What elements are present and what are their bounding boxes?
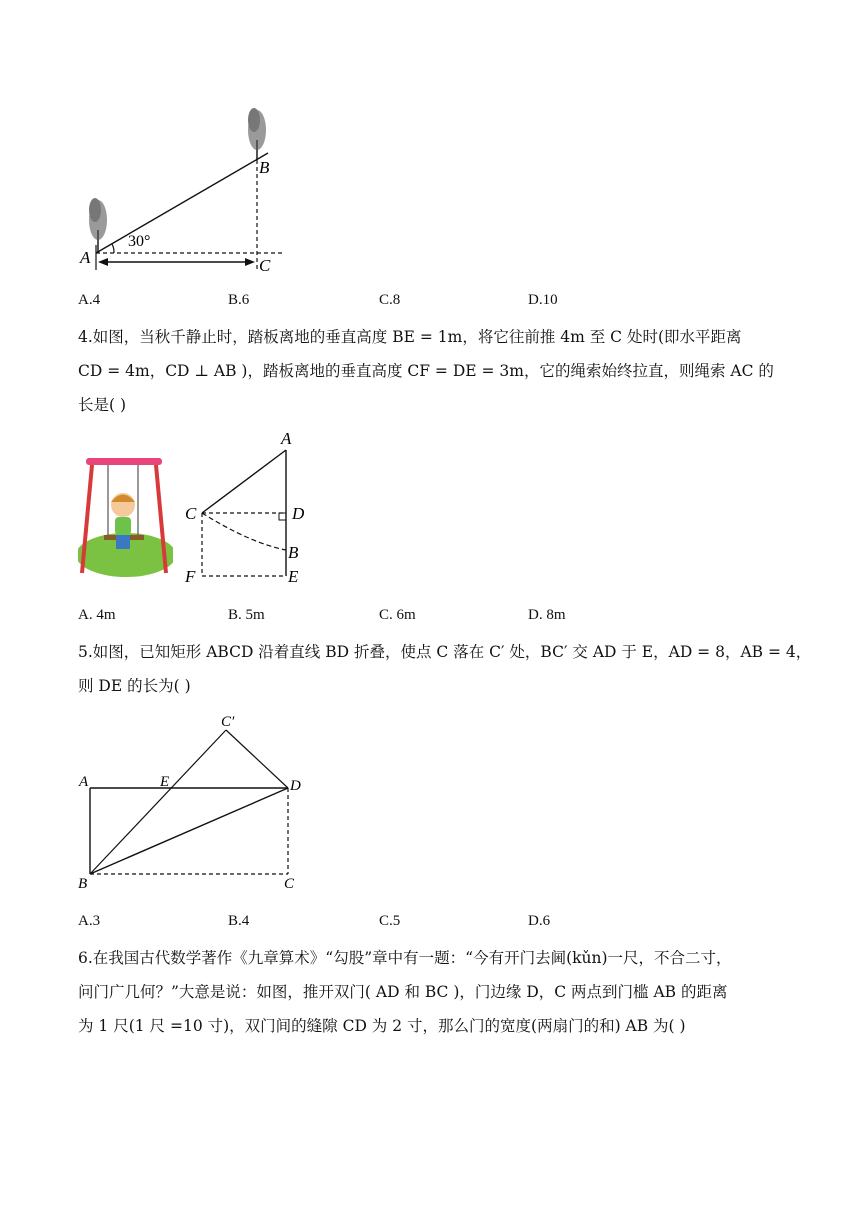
q5-label-b: B (78, 876, 88, 892)
q3-figure (70, 105, 290, 275)
q5-line-2: 则 DE 的长为( ) (78, 677, 191, 695)
q3-option-b: B.6 (228, 292, 250, 308)
q6-line-2: 问门广几何？”大意是说：如图，推开双门( AD 和 BC )，门边缘 D，C 两点到门槛 AB 的距离 (78, 983, 728, 1001)
q3-label-a: A (80, 248, 91, 267)
q4-label-f: F (185, 567, 196, 586)
q5-option-d: D.6 (528, 913, 551, 929)
q5-label-c: C (284, 876, 295, 892)
q4-label-d: D (292, 504, 305, 523)
q6-line-3: 为 1 尺(1 尺 =10 寸)，双门间的缝隙 CD 为 2 寸，那么门的宽度(两扇门的和) AB 为( ) (78, 1017, 686, 1035)
q6-stem (78, 941, 790, 1043)
q3-option-d: D.10 (528, 292, 558, 308)
q4-stem (78, 320, 790, 422)
q6-line-1: 6.在我国古代数学著作《九章算术》“勾股”章中有一题：“今有开门去阃(kǔn)一尺，不合二寸， (78, 949, 732, 967)
swing-illustration (78, 455, 173, 580)
q4-label-b: B (288, 543, 299, 562)
q5-line-1: 5.如图，已知矩形 ABCD 沿着直线 BD 折叠，使点 C 落在 C′ 处，BC′ 交 AD 于 E，AD = 8，AB = 4， (78, 643, 812, 661)
q4-figure (180, 428, 310, 588)
tree-b-icon (248, 108, 266, 160)
q3-label-b: B (259, 158, 270, 177)
q4-line-3: 长是( ) (78, 396, 127, 414)
q5-stem (78, 635, 812, 703)
tree-a-icon (89, 198, 107, 253)
q5-label-c-prime: C′ (221, 714, 235, 730)
q4-line-2: CD = 4m，CD ⊥ AB )，踏板离地的垂直高度 CF = DE = 3m，它的绳索始终拉直，则绳索 AC 的 (78, 362, 774, 380)
q4-option-c: C. 6m (379, 607, 416, 623)
q4-option-d: D. 8m (528, 607, 566, 623)
q5-label-d: D (290, 778, 301, 794)
q5-label-e: E (160, 774, 170, 790)
q4-option-b: B. 5m (228, 607, 265, 623)
q3-option-c: C.8 (379, 292, 401, 308)
q3-angle-label: 30° (128, 233, 151, 250)
q4-label-e: E (288, 567, 299, 586)
q5-option-a: A.3 (78, 913, 101, 929)
q3-label-c: C (259, 256, 271, 275)
q5-figure (70, 708, 320, 898)
q3-option-a: A.4 (78, 292, 101, 308)
q5-option-c: C.5 (379, 913, 401, 929)
q4-option-a: A. 4m (78, 607, 116, 623)
q4-line-1: 4.如图，当秋千静止时，踏板离地的垂直高度 BE = 1m，将它往前推 4m 至 C 处时(即水平距离 (78, 328, 742, 346)
q5-label-a: A (79, 774, 89, 790)
q4-label-a: A (281, 429, 292, 448)
q4-label-c: C (185, 504, 197, 523)
q5-option-b: B.4 (228, 913, 250, 929)
